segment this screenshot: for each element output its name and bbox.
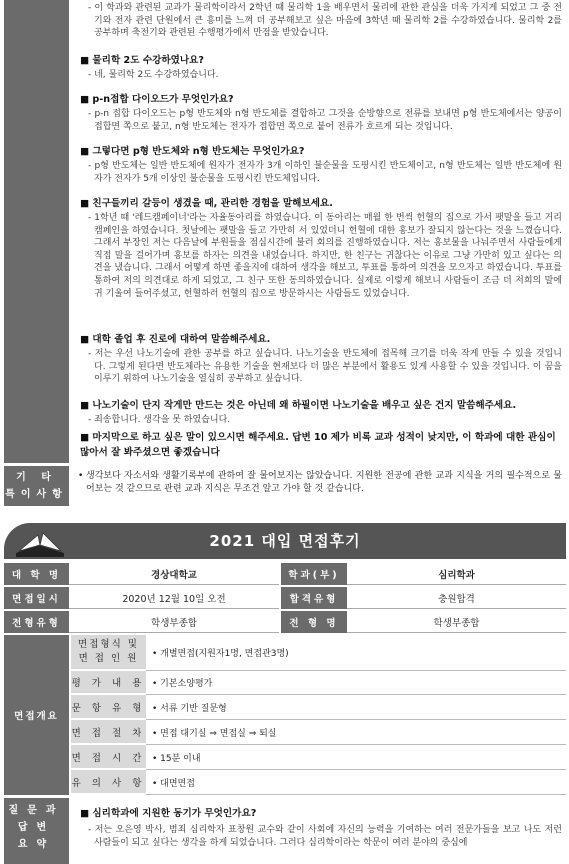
- question: ■ 물리학 2도 수강하였나요?: [80, 55, 564, 68]
- answer: - 죄송합니다. 생각을 못 하였습니다.: [88, 414, 562, 427]
- overview-row-label: 문 항 유 형: [71, 695, 146, 720]
- answer: - 네, 물리학 2도 수강하였습니다.: [88, 69, 562, 82]
- track-value: 학생부종합: [347, 611, 566, 633]
- question: ■ 나노기술이 단지 작게만 만드는 것은 아닌데 왜 하필이면 나노기술을 배우고 싶은 건지 말씀해주세요.: [80, 400, 564, 413]
- overview-row-value: • 서류 기반 질문형: [146, 695, 566, 720]
- answer: - p-n 접합 다이오드는 p형 반도체와 n형 반도체를 결합하고 그것을 순방향으로 전류를 보내면 p형 반도체에서는 양공이 접합면 쪽으로 붙고, n형 반도체는 전자가 접합면 쪽으로 붙어 전류가 흐르게 되는 것입니다.: [88, 108, 562, 133]
- type-label: 전형유형: [4, 611, 69, 633]
- date-label: 면접일시: [4, 587, 69, 609]
- answer: - 1학년 때 '레드캠페이너'라는 자율동아리를 하였습니다. 이 동아리는 매월 한 번씩 헌혈의 집으로 가서 팻말을 들고 거리 캠페인을 하였습니다. 첫날에는 팻말을 들고 가만히 서 있었더니 헌혈에 대한 홍보가 잘되지 않는다는 것을 느꼈습니다. 그래서 부장인 저는 다음날에 부원들을 점심시간에 불러 회의를 진행하였습니다. 저는 홍보물을 나눠주면서 사람들에게 직접 말을 걸어가며 홍보를 하자는 의견을 내었습니다. 하지만, 한 친구는 귀찮다는 이유로 그냥 가만히 있고 싶다는 의견을 냈습니다. 그래서 어떻게 하면 좋을지에 대하여 생각을 해보고, 투표를 통하여 의견을 모으자고 하였습니다. 투표를 통하여 저의 의견대로 하게 되었고, 그 친구 또한 동의하였습니다. 실제로 이렇게 해보니 사람들이 조금 더 저희의 말에 귀 기울여 들어주셨고, 헌혈하러 헌혈의 집으로 방문하시는 사람들도 있었습니다.: [88, 212, 562, 300]
- answer: - 저는 오은영 박사, 범죄 심리학자 표창원 교수와 같이 사회에 자신의 능력을 기여하는 여러 전문가들을 보고 나도 저런 사람들이 되고 싶다는 생각을 하게 되었습니다. 그러다 심리학이라는 학문이 여러 분야의 중심에: [88, 824, 562, 849]
- banner-title: 2021 대입 면접후기: [209, 532, 361, 550]
- result-label: 합격유형: [281, 587, 347, 609]
- qa-content-bottom: [74, 800, 566, 864]
- question: ■ 마지막으로 하고 싶은 말이 있으시면 해주세요. 답변 10 제가 비록 교과 성적이 낮지만, 이 학과에 대한 관심이 많아서 잘 봐주셨으면 좋겠습니다: [80, 430, 564, 460]
- univ-value: 경상대학교: [69, 563, 279, 585]
- type-value: 학생부종합: [69, 611, 279, 633]
- qa-summary-label: 질문과 답변 요약: [4, 798, 69, 864]
- question: ■ 그렇다면 p형 반도체와 n형 반도체는 무엇인가요?: [80, 146, 564, 159]
- qa-content-top: [74, 0, 566, 463]
- overview-row-value: • 대면면접: [146, 770, 566, 795]
- answer: - p형 반도체는 일반 반도체에 원자가 전자가 3개 이하인 불순물을 도핑시킨 반도체이고, n형 반도체는 일반 반도체에 원자가 전자가 5개 이상인 불순물을 도핑시킨 반도체입니다.: [88, 160, 562, 185]
- overview-row-label: 면 접 절 차: [71, 720, 146, 745]
- etc-label: 기 타 특이사항: [4, 466, 69, 506]
- section-label-column: [4, 0, 69, 463]
- answer: - 저는 우선 나노기술에 관한 공부를 하고 싶습니다. 나노기술을 반도체에 접목해 크기를 더욱 작게 만들 수 있을 것입니다. 그렇게 된다면 반도체라는 유용한 기술을 현재보다 더 많은 부분에서 활용도 있게 사용할 수 있을 것입니다. 이 꿈을 이루기 위하여 나노기술을 열심히 공부하고 싶습니다.: [88, 348, 562, 386]
- overview-row-value: • 15분 이내: [146, 745, 566, 770]
- question: ■ 대학 졸업 후 진로에 대하여 말씀해주세요.: [80, 334, 564, 347]
- etc-text: • 생각보다 자소서와 생활기록부에 관하여 잘 물어보지는 않았습니다. 지원한 전공에 관한 교과 지식을 거의 필수적으로 물어보는 것 같으므로 관련 교과 지식은 무조건 알고 가야 할 것 같습니다.: [74, 466, 566, 506]
- intro-answer: - 이 학과와 관련된 교과가 물리학이라서 2학년 때 물리학 1을 배우면서 물리에 관한 관심을 더욱 가지게 되었고 그 중 전기와 전자 관련 단원에서 큰 흥미를 느껴 더 공부해보고 싶은 마음에 3학년 때 물리학 2를 수강하였습니다. 물리학 2를 공부하며 축전기와 관련된 수행평가에서 만점을 받았습니다.: [88, 2, 562, 40]
- question: ■ 친구들끼리 갈등이 생겼을 때, 관리한 경험을 말해보세요.: [80, 198, 564, 211]
- overview-row-value: • 개별면접(지원자1명, 면접관3명): [146, 635, 566, 671]
- dept-label: 학과(부): [281, 563, 347, 585]
- overview-row-label: 면 접 시 간: [71, 745, 146, 770]
- overview-row-label: 유 의 사 항: [71, 770, 146, 795]
- dept-value: 심리학과: [347, 563, 566, 585]
- overview-row-label: 평 가 내 용: [71, 671, 146, 695]
- question: ■ 심리학과에 지원한 동기가 무엇인가요?: [80, 808, 564, 821]
- overview-row-value: • 면접 대기실 ⇒ 면접실 ⇒ 퇴실: [146, 720, 566, 745]
- date-value: 2020년 12월 10일 오전: [69, 587, 279, 609]
- overview-row-label: 면접형식 및 면 접 인 원: [71, 635, 146, 671]
- overview-label: 면접개요: [4, 635, 69, 795]
- result-value: 충원합격: [347, 587, 566, 609]
- question: ■ p-n접합 다이오드가 무엇인가요?: [80, 94, 564, 107]
- univ-label: 대 학 명: [4, 563, 69, 585]
- track-label: 전 형 명: [281, 611, 347, 633]
- overview-row-value: • 기본소양평가: [146, 671, 566, 695]
